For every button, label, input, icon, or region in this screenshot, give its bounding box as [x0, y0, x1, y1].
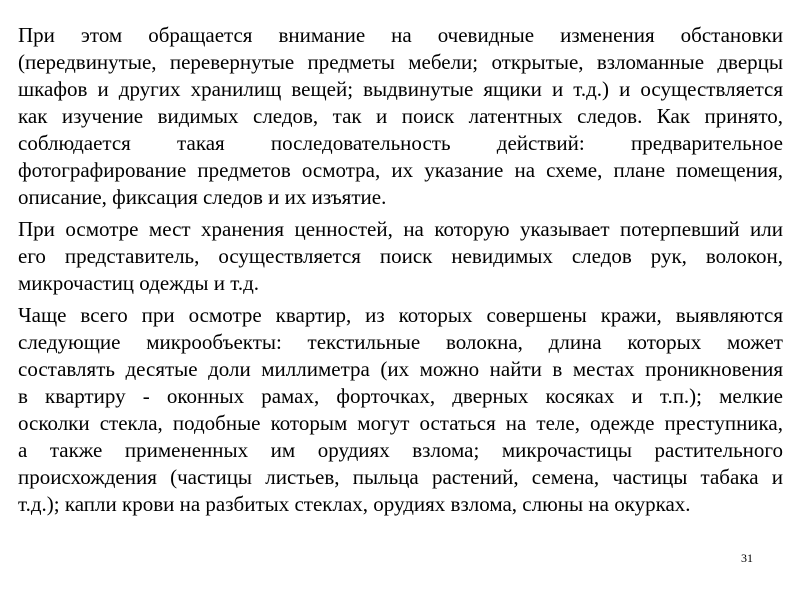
paragraph: [18, 22, 783, 211]
text-line: микрочастиц одежды и т.д.: [18, 271, 260, 295]
text-line: в квартиру - оконных рамах, форточках, дверных косяках и т.п.); мелкие: [18, 384, 783, 408]
text-line: его представитель, осуществляется поиск невидимых следов рук, волокон,: [18, 244, 783, 268]
text-line: При осмотре мест хранения ценностей, на которую указывает потерпевший или: [18, 217, 783, 241]
text-line: соблюдается такая последовательность действий: предварительное: [18, 131, 783, 155]
text-line: а также примененных им орудиях взлома; микрочастицы растительного: [18, 438, 783, 462]
text-line: фотографирование предметов осмотра, их указание на схеме, плане помещения,: [18, 158, 783, 182]
text-line: осколки стекла, подобные которым могут остаться на теле, одежде преступника,: [18, 411, 783, 435]
text-line: следующие микрообъекты: текстильные волокна, длина которых может: [18, 330, 783, 354]
text-line: При этом обращается внимание на очевидные изменения обстановки: [18, 23, 783, 47]
text-line: Чаще всего при осмотре квартир, из которых совершены кражи, выявляются: [18, 303, 783, 327]
text-line: шкафов и других хранилищ вещей; выдвинутые ящики и т.д.) и осуществляется: [18, 77, 783, 101]
paragraph: [18, 302, 783, 518]
text-line: происхождения (частицы листьев, пыльца растений, семена, частицы табака и: [18, 465, 783, 489]
paragraph: [18, 216, 783, 297]
text-line: как изучение видимых следов, так и поиск латентных следов. Как принято,: [18, 104, 783, 128]
text-line: составлять десятые доли миллиметра (их можно найти в местах проникновения: [18, 357, 783, 381]
text-line: (передвинутые, перевернутые предметы мебели; открытые, взломанные дверцы: [18, 50, 783, 74]
text-line: т.д.); капли крови на разбитых стеклах, орудиях взлома, слюны на окурках.: [18, 492, 691, 516]
page-number: 31: [741, 551, 753, 565]
slide-text-block: [18, 22, 783, 523]
text-line: описание, фиксация следов и их изъятие.: [18, 185, 387, 209]
